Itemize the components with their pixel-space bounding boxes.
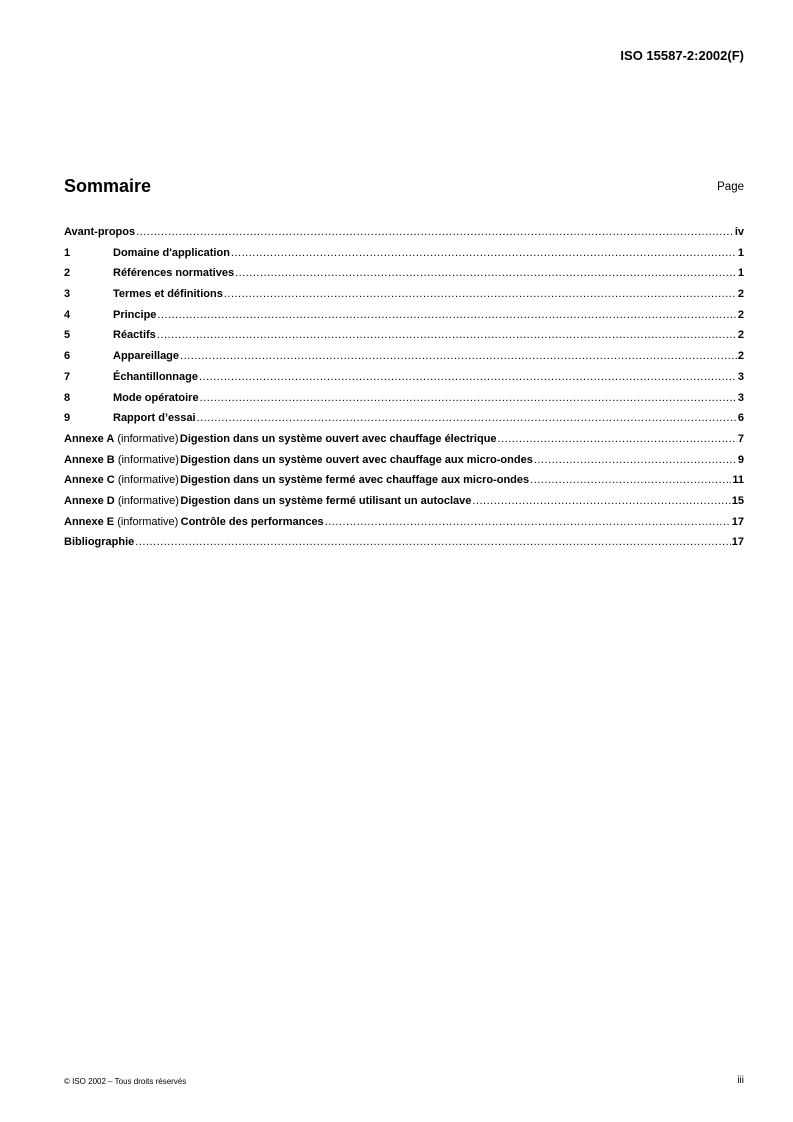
- toc-entry-title: Contrôle des performances: [180, 515, 324, 528]
- toc-leader-dots: [157, 309, 736, 321]
- toc-entry-annex-b[interactable]: [64, 454, 744, 475]
- toc-entry-number: 1: [64, 246, 71, 259]
- toc-annex-type: (informative): [117, 432, 179, 445]
- toc-leader-dots: [472, 495, 730, 507]
- toc-entry-number: 2: [64, 267, 71, 280]
- toc-entry-number: 6: [64, 350, 71, 363]
- toc-entry-page: 7: [737, 432, 744, 445]
- toc-entry-title: Termes et définitions: [113, 288, 223, 301]
- toc-annex-label: Annexe B: [64, 453, 115, 466]
- toc-annex-prefix: [64, 474, 179, 486]
- toc-entry-bibliographie[interactable]: [64, 536, 744, 557]
- toc-annex-type: (informative): [117, 453, 179, 466]
- toc-entry-clause-8[interactable]: [64, 392, 744, 413]
- toc-entry-title: Avant-propos: [64, 226, 136, 238]
- toc-entry-page: 17: [731, 536, 744, 549]
- toc-entry-annex-c[interactable]: [64, 474, 744, 495]
- toc-entry-page: 3: [737, 370, 744, 383]
- page-column-label: Page: [717, 181, 744, 193]
- toc-entry-number: 3: [64, 288, 71, 301]
- toc-entry-annex-e[interactable]: [64, 516, 744, 537]
- toc-annex-prefix: [64, 495, 179, 507]
- toc-entry-page: 1: [737, 267, 744, 280]
- toc-leader-dots: [197, 412, 737, 424]
- toc-leader-dots: [498, 433, 737, 445]
- toc-entry-clause-9[interactable]: [64, 412, 744, 433]
- toc-annex-type: (informative): [117, 494, 179, 507]
- toc-annex-label: Annexe D: [64, 494, 115, 507]
- toc-entry-page: 6: [737, 412, 744, 425]
- toc-entry-page: 1: [737, 246, 744, 259]
- footer-copyright: © ISO 2002 – Tous droits réservés: [64, 1077, 187, 1086]
- toc-annex-label: Annexe E: [64, 515, 115, 528]
- toc-entry-clause-6[interactable]: [64, 350, 744, 371]
- toc-leader-dots: [135, 536, 730, 548]
- toc-entry-page: 9: [737, 453, 744, 466]
- toc-entry-title: Domaine d'application: [113, 246, 230, 259]
- toc-entry-number: 8: [64, 391, 71, 404]
- toc-entry-title: Digestion dans un système ouvert avec chauffage électrique: [179, 432, 497, 445]
- toc-entry-number: 7: [64, 370, 71, 383]
- toc-entry-title: Digestion dans un système ouvert avec chauffage aux micro-ondes: [180, 453, 533, 466]
- toc-leader-dots: [534, 454, 737, 466]
- toc-leader-dots: [200, 392, 737, 404]
- document-reference: ISO 15587-2:2002(F): [620, 48, 744, 63]
- page-title: Sommaire: [64, 176, 152, 196]
- toc-entry-clause-4[interactable]: [64, 309, 744, 330]
- toc-annex-prefix: [64, 516, 178, 528]
- toc-annex-prefix: [64, 433, 179, 445]
- toc-entry-title: Bibliographie: [64, 536, 135, 549]
- toc-annex-prefix: [64, 454, 179, 466]
- toc-entry-clause-7[interactable]: [64, 371, 744, 392]
- toc-entry-number: 5: [64, 329, 71, 342]
- toc-entry-title: Mode opératoire: [113, 391, 199, 404]
- toc-entry-title: Échantillonnage: [113, 370, 198, 383]
- toc-entry-page: 2: [737, 329, 744, 342]
- toc-entry-page: 11: [732, 474, 744, 487]
- toc-leader-dots: [235, 267, 737, 279]
- toc-entry-title: Rapport d’essai: [113, 412, 196, 425]
- toc-entry-page: 2: [737, 308, 744, 321]
- toc-entry-number: 9: [64, 412, 71, 425]
- toc-leader-dots: [157, 329, 737, 341]
- toc-entry-page: 17: [731, 515, 744, 528]
- toc-annex-type: (informative): [117, 474, 179, 487]
- toc-entry-annex-a[interactable]: [64, 433, 744, 454]
- toc-entry-page: 2: [737, 350, 744, 363]
- table-of-contents: [64, 226, 744, 557]
- toc-entry-page: 2: [737, 288, 744, 301]
- toc-leader-dots: [136, 226, 734, 238]
- toc-entry-title: Principe: [113, 308, 157, 321]
- toc-leader-dots: [530, 474, 731, 486]
- toc-leader-dots: [231, 247, 737, 259]
- toc-leader-dots: [199, 371, 737, 383]
- toc-entry-title: Digestion dans un système fermé utilisant un autoclave: [180, 494, 472, 507]
- toc-entry-title: Références normatives: [113, 267, 235, 280]
- toc-leader-dots: [224, 288, 737, 300]
- toc-entry-clause-1[interactable]: [64, 247, 744, 268]
- toc-entry-clause-3[interactable]: [64, 288, 744, 309]
- toc-entry-clause-5[interactable]: [64, 329, 744, 350]
- toc-entry-page: 15: [731, 494, 744, 507]
- toc-entry-avant-propos[interactable]: [64, 226, 744, 247]
- toc-entry-title: Digestion dans un système fermé avec chauffage aux micro-ondes: [180, 474, 530, 487]
- toc-leader-dots: [325, 516, 731, 528]
- toc-leader-dots: [180, 350, 737, 362]
- toc-annex-type: (informative): [117, 515, 179, 528]
- toc-entry-number: 4: [64, 308, 71, 321]
- toc-annex-label: Annexe C: [64, 474, 115, 487]
- toc-entry-title: Appareillage: [113, 350, 180, 363]
- toc-entry-page: 3: [737, 391, 744, 404]
- footer-page-number: iii: [737, 1075, 744, 1086]
- toc-entry-page: iv: [734, 226, 744, 238]
- toc-entry-annex-d[interactable]: [64, 495, 744, 516]
- toc-entry-clause-2[interactable]: [64, 267, 744, 288]
- toc-annex-label: Annexe A: [64, 432, 115, 445]
- toc-entry-title: Réactifs: [113, 329, 156, 342]
